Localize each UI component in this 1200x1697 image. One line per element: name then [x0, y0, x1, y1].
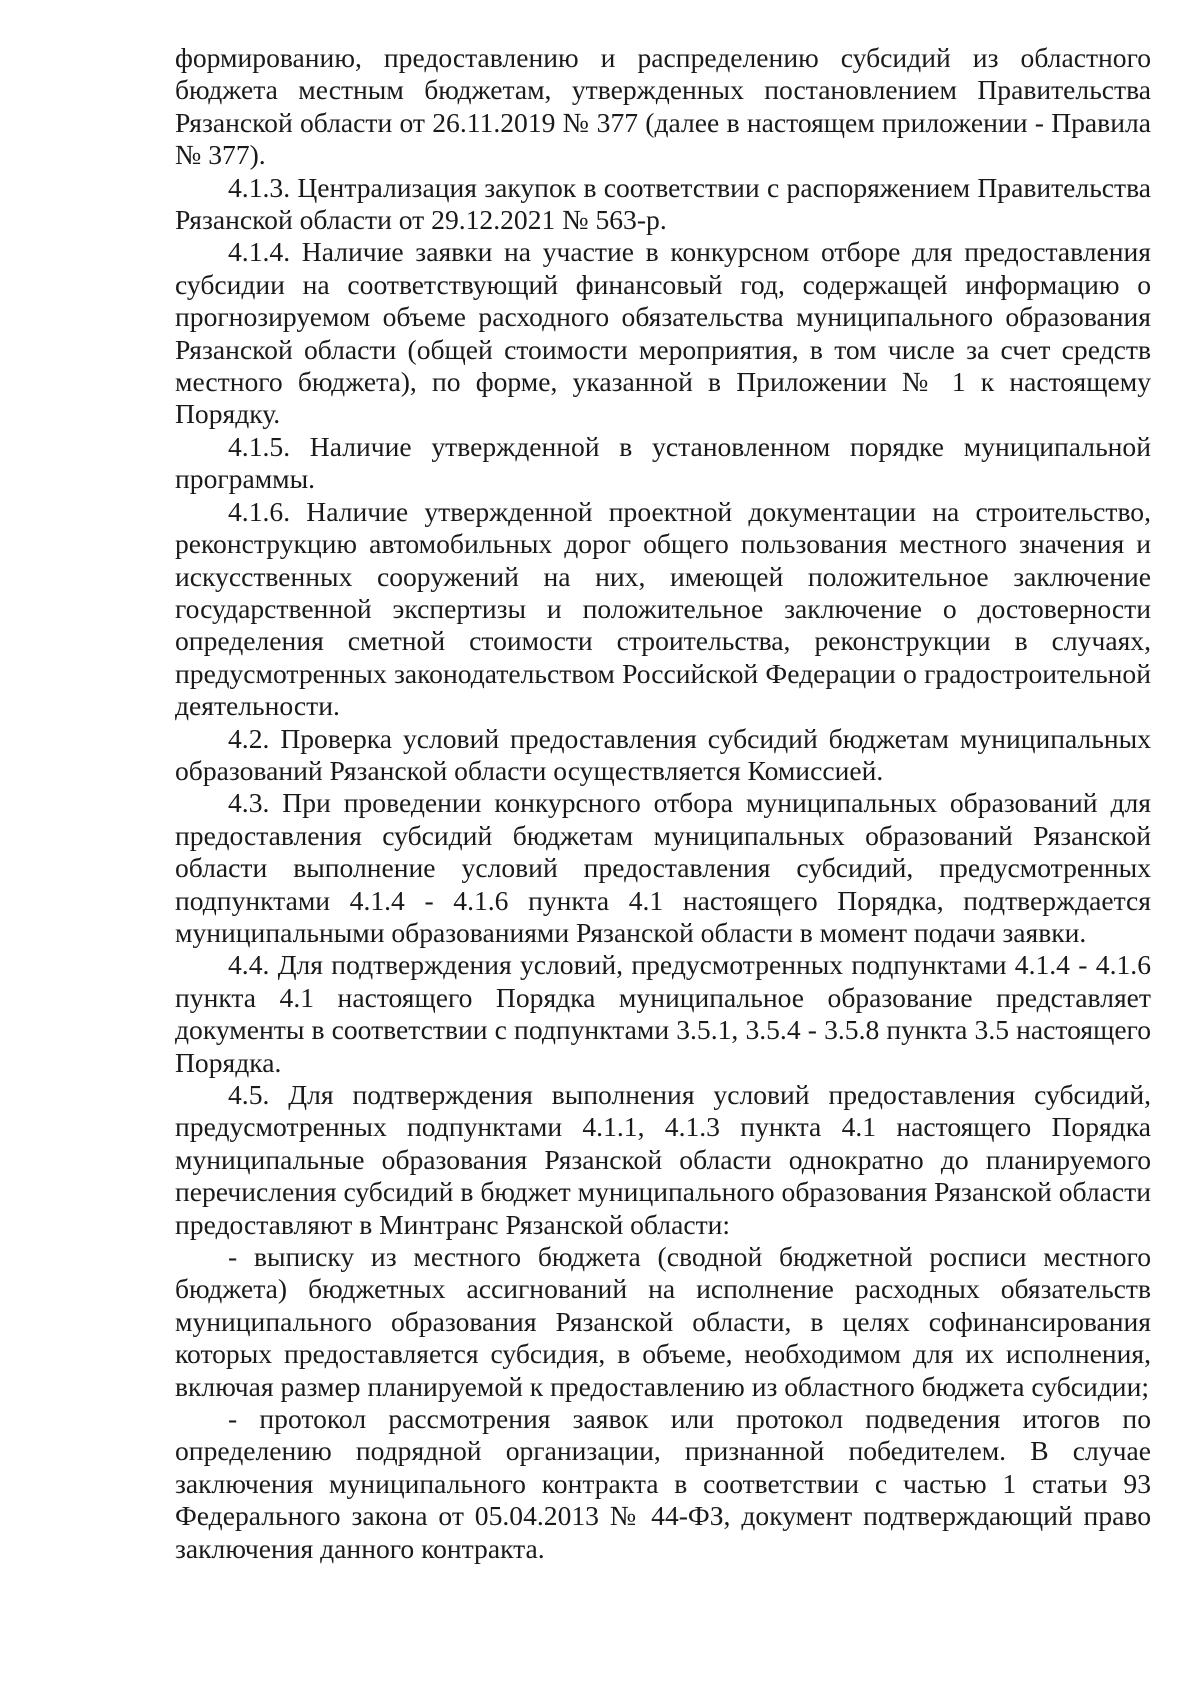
document-page — [175, 42, 1151, 1565]
paragraph-4-1-6: 4.1.6. Наличие утвержденной проектной документации на строительство, реконструкцию автомобильных дорог общего пользования местного значения и искусственных сооружений на них, имеющей положительное заключение государственной экспертизы и положительное заключение о достоверности определения сметной стоимости строительства, реконструкции в случаях, предусмотренных законодательством Российской Федерации о градостроительной деятельности. — [175, 495, 1151, 722]
paragraph-4-5: 4.5. Для подтверждения выполнения условий предоставления субсидий, предусмотренных подпунктами 4.1.1, 4.1.3 пункта 4.1 настоящего Порядка муниципальные образования Рязанской области однократно до планируемого перечисления субсидий в бюджет муниципального образования Рязанской области предоставляют в Минтранс Рязанской области: — [175, 1079, 1151, 1240]
paragraph-4-4: 4.4. Для подтверждения условий, предусмотренных подпунктами 4.1.4 - 4.1.6 пункта 4.1 настоящего Порядка муниципальное образование представляет документы в соответствии с подпунктами 3.5.1, 3.5.4 - 3.5.8 пункта 3.5 настоящего Порядка. — [175, 949, 1151, 1078]
list-item-budget-extract: - выписку из местного бюджета (сводной бюджетной росписи местного бюджета) бюджетных ассигнований на исполнение расходных обязательств муниципального образования Рязанской области, в целях софинансирования которых предоставляется субсидия, в объеме, необходимом для их исполнения, включая размер планируемой к предоставлению из областного бюджета субсидии; — [175, 1241, 1151, 1402]
paragraph-4-3: 4.3. При проведении конкурсного отбора муниципальных образований для предоставления субсидий бюджетам муниципальных образований Рязанской области выполнение условий предоставления субсидий, предусмотренных подпунктами 4.1.4 - 4.1.6 пункта 4.1 настоящего Порядка, подтверждается муниципальными образованиями Рязанской области в момент подачи заявки. — [175, 787, 1151, 948]
paragraph-4-1-3: 4.1.3. Централизация закупок в соответствии с распоряжением Правительства Рязанской области от 29.12.2021 № 563-р. — [175, 171, 1151, 236]
list-item-protocol: - протокол рассмотрения заявок или протокол подведения итогов по определению подрядной организации, признанной победителем. В случае заключения муниципального контракта в соответствии с частью 1 статьи 93 Федерального закона от 05.04.2013 № 44-ФЗ, документ подтверждающий право заключения данного контракта. — [175, 1403, 1151, 1564]
paragraph-4-1-5: 4.1.5. Наличие утвержденной в установленном порядке муниципальной программы. — [175, 430, 1151, 495]
paragraph-continuation: формированию, предоставлению и распределению субсидий из областного бюджета местным бюджетам, утвержденных постановлением Правительства Рязанской области от 26.11.2019 № 377 (далее в настоящем приложении - Правила № 377). — [175, 42, 1151, 171]
paragraph-4-2: 4.2. Проверка условий предоставления субсидий бюджетам муниципальных образований Рязанской области осуществляется Комиссией. — [175, 722, 1151, 786]
paragraph-4-1-4: 4.1.4. Наличие заявки на участие в конкурсном отборе для предоставления субсидии на соответствующий финансовый год, содержащей информацию о прогнозируемом объеме расходного обязательства муниципального образования Рязанской области (общей стоимости мероприятия, в том числе за счет средств местного бюджета), по форме, указанной в Приложении № 1 к настоящему Порядку. — [175, 236, 1151, 430]
